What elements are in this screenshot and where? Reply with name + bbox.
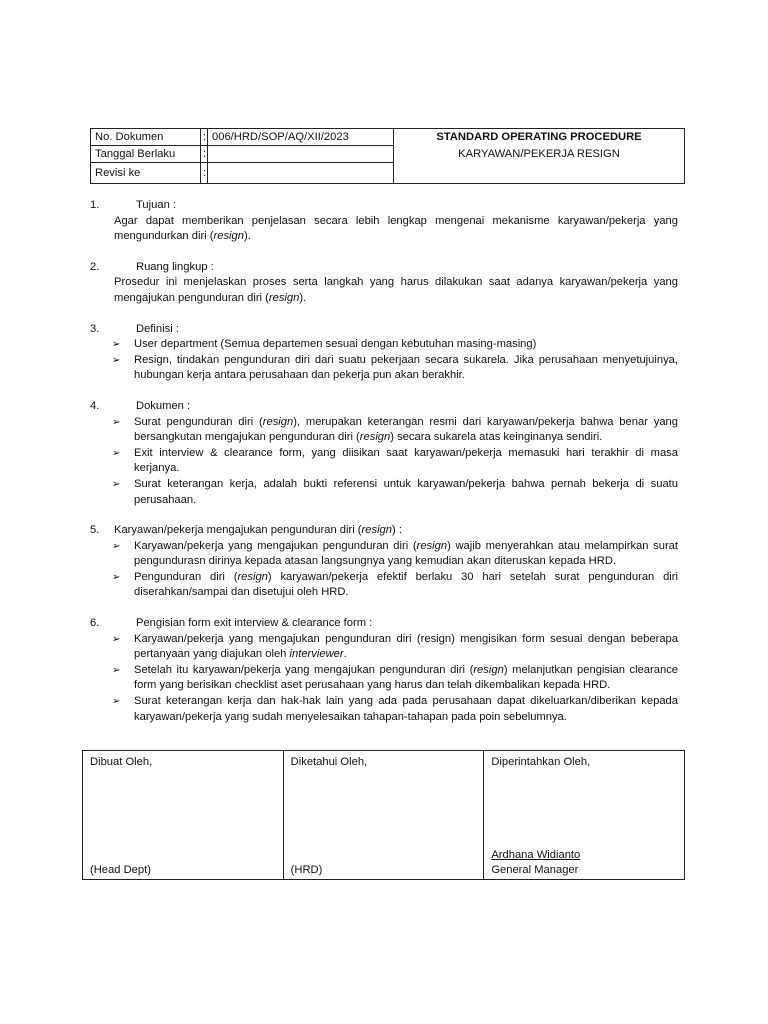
arrow-bullet-icon: ➢ [112, 540, 121, 552]
arrow-bullet-icon: ➢ [112, 339, 121, 351]
bullet-list [90, 415, 678, 509]
section-title: Karyawan/pekerja mengajukan pengunduran diri (resign) : [114, 524, 402, 537]
signature-heading: Diperintahkan Oleh, [491, 756, 591, 768]
sop-title: STANDARD OPERATING PROCEDURE [394, 129, 685, 146]
arrow-bullet-icon: ➢ [112, 478, 121, 490]
arrow-bullet-icon: ➢ [112, 416, 121, 428]
effective-date-label: Tanggal Berlaku [91, 146, 201, 163]
bullet-list [90, 632, 678, 726]
list-item: ➢ Resign, tindakan pengunduran diri dari suatu pekerjaan secara sukarela. Jika perusahaan menyetujuinya, hubungan kerja antara perusahaan dan pekerja pun akan berakhir. [112, 353, 678, 382]
section-title: Tujuan : [136, 199, 177, 211]
section-paragraph: Prosedur ini menjelaskan proses serta langkah yang harus dilakukan saat adanya karyawan/pekerja yang mengajukan pengunduran diri (resign). [114, 276, 678, 304]
signature-heading: Dibuat Oleh, [90, 756, 153, 768]
arrow-bullet-icon: ➢ [112, 447, 121, 459]
section-title: Dokumen : [136, 399, 191, 412]
signature-table [82, 750, 685, 880]
section-ruang-lingkup [90, 260, 678, 307]
effective-date-value [208, 146, 394, 163]
list-item: ➢ Karyawan/pekerja yang mengajukan pengunduran diri (resign) mengisikan form sesuai dengan beberapa pertanyaan yang diajukan oleh interviewer. [112, 632, 678, 661]
signature-cell-acknowledged [283, 751, 484, 880]
section-title: Pengisian form exit interview & clearance form : [136, 617, 373, 630]
signature-cell-ordered [484, 751, 685, 880]
sop-subtitle: KARYAWAN/PEKERJA RESIGN [394, 146, 685, 184]
arrow-bullet-icon: ➢ [112, 633, 121, 645]
document-header-table [90, 128, 685, 184]
list-item: ➢ User department (Semua departemen sesuai dengan kebutuhan masing-masing) [134, 337, 678, 353]
section-title: Definisi : [136, 322, 179, 335]
revision-value [208, 163, 394, 184]
arrow-bullet-icon: ➢ [112, 696, 121, 708]
list-item: ➢ Surat keterangan kerja, adalah bukti referensi untuk karyawan/pekerja bahwa pernah bekerja di suatu perusahaan. [112, 477, 678, 506]
bullet-list [90, 337, 678, 384]
doc-number-label: No. Dokumen [91, 129, 201, 146]
list-item: ➢ Setelah itu karyawan/pekerja yang mengajukan pengunduran diri (resign) melanjutkan pengisian clearance form yang berisikan checklist aset perusahaan yang harus dan telah dikembalikan kepada HRD. [112, 663, 679, 692]
colon: : [201, 146, 208, 163]
colon: : [201, 129, 208, 146]
arrow-bullet-icon: ➢ [112, 571, 121, 583]
signer-name: Ardhana Widianto [491, 849, 581, 861]
revision-label: Revisi ke [91, 163, 201, 184]
section-paragraph: Agar dapat memberikan penjelasan secara lebih lengkap mengenai mekanisme karyawan/pekerja yang mengundurkan diri (resign). [114, 214, 678, 243]
section-number: 6. [90, 617, 100, 630]
section-number: 3. [90, 322, 100, 335]
section-number: 4. [90, 399, 100, 412]
section-title: Ruang lingkup : [136, 260, 214, 273]
signature-cell-prepared [83, 751, 284, 880]
arrow-bullet-icon: ➢ [112, 354, 121, 366]
doc-number-value: 006/HRD/SOP/AQ/XII/2023 [208, 129, 394, 146]
arrow-bullet-icon: ➢ [112, 664, 121, 676]
list-item: ➢ Exit interview & clearance form, yang diisikan saat karyawan/pekerja memasuki hari terakhir di masa kerjanya. [112, 446, 678, 475]
document-body [90, 198, 678, 740]
section-number: 5. [90, 524, 100, 537]
bullet-list [90, 539, 678, 601]
section-number: 1. [90, 199, 100, 211]
section-tujuan [90, 198, 678, 245]
section-exit-interview [90, 616, 678, 725]
signer-role: General Manager [491, 864, 579, 876]
signer-role: (Head Dept) [90, 864, 151, 876]
section-dokumen [90, 399, 678, 508]
colon: : [201, 163, 208, 184]
list-item: ➢ Surat pengunduran diri (resign), merupakan keterangan resmi dari karyawan/pekerja bahwa benar yang bersangkutan mengajukan pengunduran diri (resign) secara sukarela atas keinginanya sendiri. [112, 415, 678, 444]
list-item: ➢ Pengunduran diri (resign) karyawan/pekerja efektif berlaku 30 hari setelah surat pengunduran diri diserahkan/sampai dan disetujui oleh HRD. [112, 570, 678, 599]
list-item: ➢ Karyawan/pekerja yang mengajukan pengunduran diri (resign) wajib menyerahkan atau melampirkan surat pengundurasn dirinya kepada atasan langsungnya yang kemudian akan diteruskan kepada HRD. [112, 539, 678, 568]
signer-role: (HRD) [290, 864, 323, 876]
section-number: 2. [90, 260, 100, 273]
section-definisi [90, 322, 678, 384]
signature-heading: Diketahui Oleh, [290, 756, 368, 768]
section-pengajuan-resign [90, 523, 678, 601]
list-item: ➢ Surat keterangan kerja dan hak-hak lain yang ada pada perusahaan dapat dikeluarkan/diberikan kepada karyawan/pekerja yang sudah menyelesaikan tahapan-tahapan pada poin sebelumnya. [112, 695, 678, 723]
